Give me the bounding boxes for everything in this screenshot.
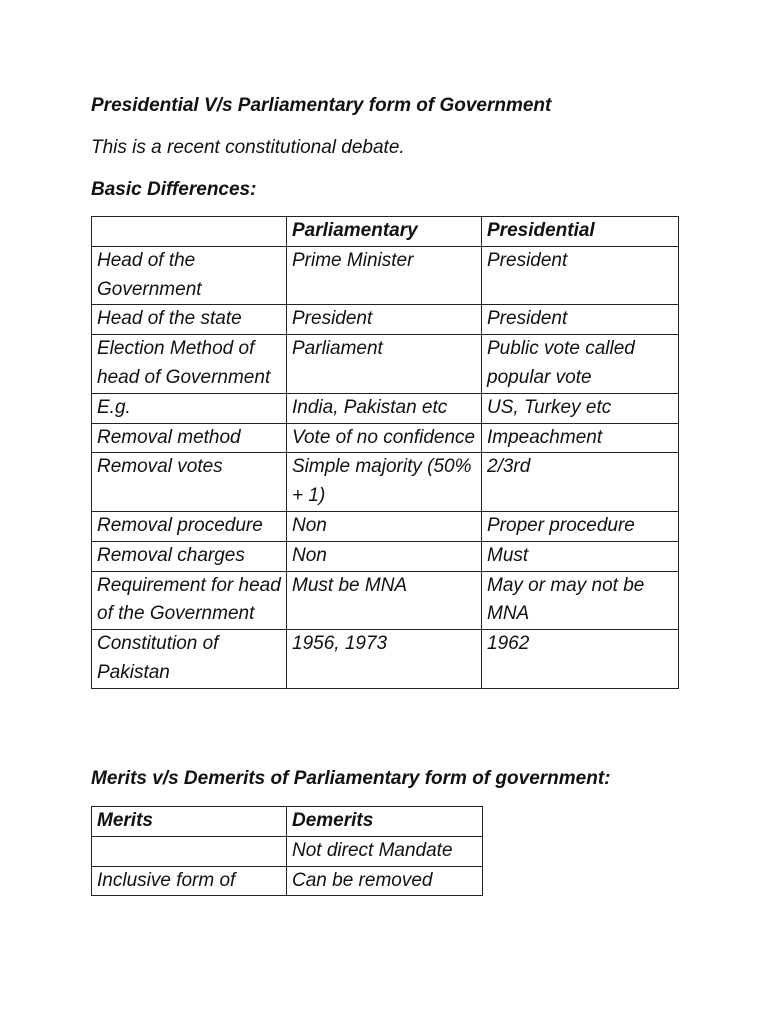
table-row — [92, 630, 679, 689]
table-row — [92, 305, 679, 335]
merit-cell: Inclusive form of — [92, 866, 287, 896]
table-row — [92, 541, 679, 571]
header-cell-parliamentary: Parliamentary — [287, 217, 482, 247]
header-cell-demerits: Demerits — [287, 807, 483, 837]
table-row — [92, 453, 679, 512]
presidential-cell: Impeachment — [482, 423, 679, 453]
table-row — [92, 836, 483, 866]
parliamentary-cell: Prime Minister — [287, 246, 482, 305]
table-row — [92, 423, 679, 453]
presidential-cell: 2/3rd — [482, 453, 679, 512]
presidential-cell: US, Turkey etc — [482, 393, 679, 423]
demerit-cell: Not direct Mandate — [287, 836, 483, 866]
parliamentary-cell: Must be MNA — [287, 571, 482, 630]
demerit-cell: Can be removed — [287, 866, 483, 896]
parliamentary-cell: Vote of no confidence — [287, 423, 482, 453]
parliamentary-cell: Non — [287, 511, 482, 541]
parliamentary-cell: Parliament — [287, 335, 482, 394]
parliamentary-cell: President — [287, 305, 482, 335]
presidential-cell: Public vote called popular vote — [482, 335, 679, 394]
row-label-cell: Requirement for head of the Government — [92, 571, 287, 630]
row-label-cell: Removal charges — [92, 541, 287, 571]
row-label-cell: Head of the Government — [92, 246, 287, 305]
merits-demerits-table — [91, 806, 483, 896]
table-header-row — [92, 217, 679, 247]
header-cell-merits: Merits — [92, 807, 287, 837]
row-label-cell: Constitution of Pakistan — [92, 630, 287, 689]
page-title: Presidential V/s Parliamentary form of Government — [91, 95, 552, 116]
merit-cell — [92, 836, 287, 866]
table-row — [92, 511, 679, 541]
table-row — [92, 571, 679, 630]
row-label-cell: Removal method — [92, 423, 287, 453]
table-row — [92, 335, 679, 394]
row-label-cell: Head of the state — [92, 305, 287, 335]
table-row — [92, 246, 679, 305]
intro-text: This is a recent constitutional debate. — [91, 137, 405, 158]
presidential-cell: President — [482, 246, 679, 305]
parliamentary-cell: India, Pakistan etc — [287, 393, 482, 423]
row-label-cell: Removal procedure — [92, 511, 287, 541]
header-cell-presidential: Presidential — [482, 217, 679, 247]
presidential-cell: May or may not be MNA — [482, 571, 679, 630]
presidential-cell: Proper procedure — [482, 511, 679, 541]
parliamentary-cell: Simple majority (50% + 1) — [287, 453, 482, 512]
row-label-cell: Removal votes — [92, 453, 287, 512]
table-row — [92, 393, 679, 423]
merits-demerits-heading: Merits v/s Demerits of Parliamentary form of government: — [91, 768, 611, 789]
header-cell-blank — [92, 217, 287, 247]
row-label-cell: Election Method of head of Government — [92, 335, 287, 394]
presidential-cell: Must — [482, 541, 679, 571]
presidential-cell: 1962 — [482, 630, 679, 689]
row-label-cell: E.g. — [92, 393, 287, 423]
table-header-row — [92, 807, 483, 837]
presidential-cell: President — [482, 305, 679, 335]
basic-differences-heading: Basic Differences: — [91, 179, 257, 200]
parliamentary-cell: 1956, 1973 — [287, 630, 482, 689]
table-row — [92, 866, 483, 896]
differences-table — [91, 216, 679, 689]
parliamentary-cell: Non — [287, 541, 482, 571]
